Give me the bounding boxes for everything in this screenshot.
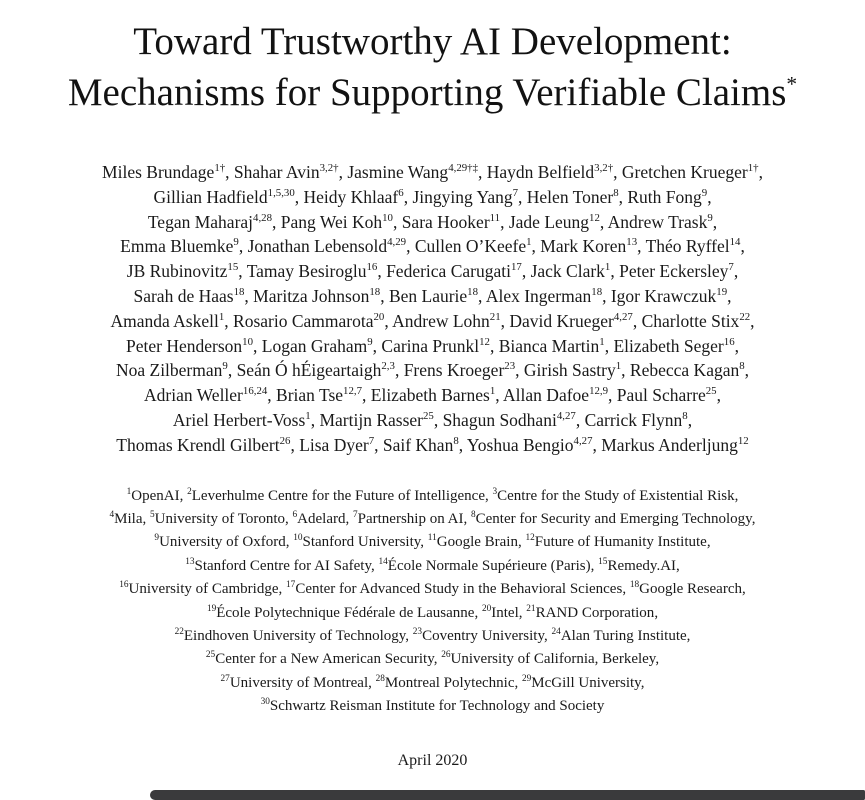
author-name: Ruth Fong bbox=[627, 186, 702, 207]
author-name-superscript: 12,9 bbox=[589, 385, 609, 398]
author-name-superscript: 13 bbox=[626, 236, 638, 249]
affiliation-name: Future of Humanity Institute bbox=[534, 534, 707, 551]
author-name: Adrian Weller bbox=[144, 385, 243, 406]
author-name: Andrew Lohn bbox=[392, 310, 490, 331]
author-line: JB Rubinovitz$^{15}$, Tamay Besiroglu$^{16}$, Federica Carugati$^{17}$, Jack Clark$^1$, Peter Eckersley$^7$, bbox=[126, 261, 739, 282]
affiliation-name-superscript: 30 bbox=[260, 697, 270, 708]
affiliation-name: Centre for the Study of Existential Risk bbox=[497, 487, 735, 504]
author-name-superscript: 1 bbox=[305, 410, 311, 423]
author-line: Tegan Maharaj$^{4,28}$, Pang Wei Koh$^{10}$, Sara Hooker$^{11}$, Jade Leung$^{12}$, Andrew Trask$^9$, bbox=[147, 211, 718, 232]
affiliation-name-superscript: 8 bbox=[470, 509, 476, 520]
affiliation-name: Center for a New American Security bbox=[215, 651, 434, 668]
affiliation-name: École Polytechnique Fédérale de Lausanne bbox=[216, 604, 475, 621]
author-name: Mark Koren bbox=[540, 236, 627, 257]
author-name-superscript: 20 bbox=[373, 310, 385, 323]
author-name: Gretchen Krueger bbox=[621, 162, 748, 182]
affiliation-name: University of Montreal bbox=[229, 674, 369, 691]
affiliation-name-superscript: 7 bbox=[352, 509, 358, 520]
author-name: Ariel Herbert-Voss bbox=[172, 409, 306, 430]
author-name: Lisa Dyer bbox=[299, 434, 369, 455]
affiliation-name-superscript: 16 bbox=[119, 580, 129, 591]
affiliation-line: $^{13}$Stanford Centre for AI Safety, $^{14}$École Normale Supérieure (Paris), $^{15}$Remedy.AI, bbox=[185, 556, 680, 574]
affiliation-line: $^{25}$Center for a New American Security, $^{26}$University of California, Berkeley, bbox=[205, 650, 660, 668]
affiliation-line bbox=[0, 695, 865, 718]
affiliation-name-superscript: 28 bbox=[375, 673, 385, 684]
author-name-superscript: 8 bbox=[682, 410, 688, 423]
author-name-superscript: 7 bbox=[728, 261, 734, 274]
affiliation-name: Mila bbox=[114, 510, 143, 527]
author-name: Igor Krawczuk bbox=[610, 285, 717, 306]
author-name-superscript: 4,27 bbox=[556, 410, 576, 423]
author-name-superscript: 18 bbox=[233, 286, 245, 299]
author-name-superscript: 1 bbox=[218, 310, 225, 323]
author-name-superscript: 8 bbox=[739, 360, 745, 373]
author-name: Martijn Rasser bbox=[319, 409, 423, 430]
author-name: Girish Sastry bbox=[523, 360, 616, 381]
author-name: Allan Dafoe bbox=[503, 385, 590, 406]
author-name: Elizabeth Seger bbox=[613, 335, 724, 356]
author-name: Andrew Trask bbox=[607, 211, 708, 232]
author-name: Tamay Besiroglu bbox=[246, 261, 367, 282]
author-name-superscript: 19 bbox=[716, 286, 728, 299]
author-name: Emma Bluemke bbox=[120, 236, 234, 257]
author-name-superscript: 14 bbox=[729, 236, 741, 249]
author-name: Maritza Johnson bbox=[253, 285, 370, 306]
author-name-superscript: 12,7 bbox=[343, 385, 363, 398]
author-name-superscript: 2,3 bbox=[381, 360, 395, 373]
author-name: Noa Zilberman bbox=[115, 360, 223, 381]
affiliation-name: Leverhulme Centre for the Future of Intelligence bbox=[191, 487, 485, 504]
affiliation-line: $^{22}$Eindhoven University of Technology, $^{23}$Coventry University, $^{24}$Alan Turing Institute, bbox=[174, 627, 691, 644]
author-line: Miles Brundage$^{1\dagger}$, Shahar Avin$^{3,2\dagger}$, Jasmine Wang$^{4,29\dagger\ddagger}$, Haydn Belfield$^{3,2\dagger}$, Gretchen Krueger$^{1\dagger}$, bbox=[102, 162, 763, 182]
affiliation-name: Eindhoven University of Technology bbox=[183, 628, 406, 644]
author-name-superscript: 10 bbox=[242, 335, 254, 348]
author-name: Shagun Sodhani bbox=[442, 409, 557, 430]
author-name: Thomas Krendl Gilbert bbox=[116, 434, 280, 455]
affiliation-name-superscript: 1 bbox=[126, 486, 132, 497]
title-footnote-asterisk: * bbox=[786, 72, 798, 96]
affiliation-name-superscript: 9 bbox=[154, 533, 160, 544]
author-name: David Krueger bbox=[509, 310, 614, 331]
affiliation-name: McGill University bbox=[531, 674, 641, 691]
affiliation-name: École Normale Supérieure (Paris) bbox=[387, 557, 591, 574]
author-name-superscript: 26 bbox=[279, 434, 291, 447]
author-name: Paul Scharre bbox=[616, 385, 706, 406]
author-name: Cullen O’Keefe bbox=[414, 236, 527, 257]
affiliation-name-superscript: 19 bbox=[206, 603, 217, 614]
author-name-superscript: 3,2† bbox=[319, 162, 339, 175]
author-name-superscript: 1† bbox=[747, 162, 759, 175]
author-name: Gillian Hadfield bbox=[153, 186, 268, 207]
author-name-superscript: 15 bbox=[227, 261, 239, 274]
affiliation-name-superscript: 14 bbox=[378, 556, 388, 567]
affiliation-name-superscript: 5 bbox=[150, 509, 155, 520]
author-name-superscript: 18 bbox=[467, 286, 479, 299]
author-line: Gillian Hadfield$^{1,5,30}$, Heidy Khlaaf$^6$, Jingying Yang$^7$, Helen Toner$^8$, Ruth Fong$^9$, bbox=[153, 186, 712, 207]
author-name: Helen Toner bbox=[526, 186, 614, 207]
affiliation-name: Remedy.AI bbox=[607, 557, 677, 574]
author-line: Ariel Herbert-Voss$^1$, Martijn Rasser$^{25}$, Shagun Sodhani$^{4,27}$, Carrick Flynn$^8$, bbox=[172, 409, 693, 430]
author-name-superscript: 10 bbox=[382, 211, 393, 224]
author-name: Jonathan Lebensold bbox=[247, 236, 388, 257]
author-name: Carrick Flynn bbox=[584, 409, 683, 430]
author-name-superscript: 3,2† bbox=[594, 162, 614, 175]
author-name-superscript: 1† bbox=[214, 162, 226, 175]
affiliation-name: Stanford University bbox=[302, 534, 421, 551]
author-name-superscript: 6 bbox=[398, 186, 404, 199]
publication-date: April 2020 bbox=[397, 751, 468, 769]
author-name-superscript: 1 bbox=[604, 261, 611, 274]
author-name: Ben Laurie bbox=[388, 285, 468, 306]
affiliation-name-superscript: 12 bbox=[525, 533, 535, 544]
author-name: Elizabeth Barnes bbox=[370, 385, 490, 406]
affiliation-name-superscript: 18 bbox=[629, 580, 640, 591]
author-name: Frens Kroeger bbox=[403, 360, 505, 381]
affiliation-name: Coventry University bbox=[422, 628, 545, 644]
affiliation-name-superscript: 26 bbox=[441, 650, 451, 661]
affiliation-name-superscript: 3 bbox=[492, 486, 498, 497]
affiliation-name-superscript: 21 bbox=[526, 603, 536, 614]
affiliation-name: University of California, Berkeley bbox=[450, 651, 656, 668]
author-name: Jade Leung bbox=[508, 211, 590, 232]
author-name: Heidy Khlaaf bbox=[303, 186, 399, 207]
author-name: Miles Brundage bbox=[102, 162, 215, 182]
paper-title bbox=[0, 0, 865, 118]
affiliation-line: $^9$University of Oxford, $^{10}$Stanford University, $^{11}$Google Brain, $^{12}$Future of Humanity Institute, bbox=[154, 533, 711, 551]
affiliation-block bbox=[0, 485, 865, 719]
author-name: Charlotte Stix bbox=[641, 310, 740, 331]
author-line: Peter Henderson$^{10}$, Logan Graham$^9$, Carina Prunkl$^{12}$, Bianca Martin$^1$, Elizabeth Seger$^{16}$, bbox=[126, 335, 739, 356]
paper-title-line2 bbox=[0, 67, 865, 118]
author-name-superscript: 21 bbox=[489, 310, 501, 323]
author-name: Sara Hooker bbox=[401, 211, 490, 232]
author-name-superscript: 9 bbox=[233, 236, 239, 249]
affiliation-name-superscript: 29 bbox=[521, 673, 532, 684]
paper-title-line2-text: Mechanisms for Supporting Verifiable Claims bbox=[67, 71, 787, 114]
author-name: Amanda Askell bbox=[110, 310, 219, 331]
affiliation-name: University of Toronto bbox=[154, 510, 285, 527]
author-line: Amanda Askell$^1$, Rosario Cammarota$^{20}$, Andrew Lohn$^{21}$, David Krueger$^{4,27}$, Charlotte Stix$^{22}$, bbox=[110, 310, 755, 331]
affiliation-name-superscript: 11 bbox=[427, 533, 437, 544]
author-name: Federica Carugati bbox=[386, 261, 511, 282]
affiliation-name-superscript: 2 bbox=[187, 486, 192, 497]
author-name: Haydn Belfield bbox=[486, 162, 595, 182]
affiliation-name-superscript: 22 bbox=[174, 627, 184, 637]
author-name-superscript: 4,29 bbox=[387, 236, 407, 249]
affiliation-name: Center for Advanced Study in the Behavioral Sciences bbox=[295, 581, 623, 598]
affiliation-name-superscript: 20 bbox=[481, 603, 492, 614]
affiliation-name: Stanford Centre for AI Safety bbox=[194, 557, 371, 574]
author-name: Shahar Avin bbox=[233, 162, 320, 182]
author-name-superscript: 12 bbox=[479, 335, 490, 348]
affiliation-name-superscript: 24 bbox=[551, 627, 561, 637]
affiliation-name-superscript: 15 bbox=[598, 556, 608, 567]
author-name-superscript: 11 bbox=[489, 211, 501, 224]
author-block bbox=[0, 160, 865, 458]
affiliation-name: Alan Turing Institute bbox=[560, 628, 687, 644]
author-name-superscript: 1 bbox=[615, 360, 622, 373]
affiliation-name-superscript: 27 bbox=[220, 673, 230, 684]
affiliation-name: Schwartz Reisman Institute for Technology and Society bbox=[269, 698, 605, 715]
affiliation-name: Partnership on AI bbox=[357, 510, 464, 527]
author-name-superscript: 25 bbox=[705, 385, 717, 398]
author-name-superscript: 1 bbox=[489, 385, 496, 398]
author-line: Sarah de Haas$^{18}$, Maritza Johnson$^{18}$, Ben Laurie$^{18}$, Alex Ingerman$^{18}$, Igor Krawczuk$^{19}$, bbox=[133, 285, 732, 306]
author-name-superscript: 1,5,30 bbox=[267, 186, 295, 199]
author-name: Saif Khan bbox=[382, 434, 454, 455]
affiliation-name-superscript: 25 bbox=[205, 650, 216, 661]
author-name-superscript: 7 bbox=[512, 186, 519, 199]
author-name: Jingying Yang bbox=[412, 186, 513, 207]
author-name-superscript: 9 bbox=[222, 360, 228, 373]
author-name-superscript: 9 bbox=[367, 335, 373, 348]
author-name: Brian Tse bbox=[276, 385, 344, 406]
affiliation-name-superscript: 10 bbox=[293, 533, 303, 544]
author-name: Rebecca Kagan bbox=[629, 360, 740, 381]
author-line: Emma Bluemke$^9$, Jonathan Lebensold$^{4,29}$, Cullen O’Keefe$^1$, Mark Koren$^{13}$, Théo Ryffel$^{14}$, bbox=[120, 236, 745, 257]
affiliation-name-superscript: 6 bbox=[292, 509, 298, 520]
author-name: Jack Clark bbox=[530, 261, 605, 282]
author-name-superscript: 1 bbox=[599, 335, 605, 348]
affiliation-line: $^{27}$University of Montreal, $^{28}$Montreal Polytechnic, $^{29}$McGill University, bbox=[220, 673, 645, 691]
author-name-superscript: 1 bbox=[526, 236, 532, 249]
author-name-superscript: 16 bbox=[723, 335, 735, 348]
author-name-superscript: 12 bbox=[737, 434, 749, 447]
author-name-superscript: 4,27 bbox=[573, 434, 593, 447]
author-name: Sarah de Haas bbox=[133, 285, 234, 306]
author-name-superscript: 16 bbox=[366, 261, 378, 274]
author-name: Peter Eckersley bbox=[619, 261, 729, 282]
author-name-superscript: 17 bbox=[510, 261, 522, 274]
author-name-superscript: 9 bbox=[707, 211, 713, 224]
affiliation-name-superscript: 17 bbox=[286, 580, 296, 591]
affiliation-name: University of Cambridge bbox=[128, 581, 279, 598]
affiliation-name: University of Oxford bbox=[159, 534, 286, 551]
affiliation-name: Intel bbox=[491, 604, 519, 621]
author-name: Markus Anderljung bbox=[601, 434, 738, 455]
author-name-superscript: 4,29†‡ bbox=[448, 162, 479, 175]
affiliation-name-superscript: 23 bbox=[412, 627, 423, 637]
affiliation-name-superscript: 4 bbox=[109, 509, 115, 520]
author-name: Rosario Cammarota bbox=[233, 310, 374, 331]
author-name: Tegan Maharaj bbox=[147, 211, 254, 232]
affiliation-line: $^{16}$University of Cambridge, $^{17}$Center for Advanced Study in the Behavioral Sciences, $^{18}$Google Research, bbox=[119, 580, 746, 598]
affiliation-name: Center for Security and Emerging Technology bbox=[475, 510, 752, 527]
author-name-superscript: 9 bbox=[701, 186, 708, 199]
affiliation-line: $^4$Mila, $^5$University of Toronto, $^6$Adelard, $^7$Partnership on AI, $^8$Center for Security and Emerging Technology, bbox=[109, 509, 756, 527]
affiliation-name: OpenAI bbox=[131, 487, 180, 504]
author-name: Peter Henderson bbox=[126, 335, 243, 356]
author-line: Adrian Weller$^{16,24}$, Brian Tse$^{12,7}$, Elizabeth Barnes$^1$, Allan Dafoe$^{12,9}$, Paul Scharre$^{25}$, bbox=[144, 385, 721, 406]
author-name-superscript: 25 bbox=[422, 410, 434, 423]
author-name-superscript: 7 bbox=[368, 434, 375, 447]
author-name: Carina Prunkl bbox=[381, 335, 480, 356]
author-name-superscript: 12 bbox=[589, 211, 600, 224]
author-name: Bianca Martin bbox=[498, 335, 600, 356]
author-name: Alex Ingerman bbox=[485, 285, 592, 306]
author-line: Noa Zilberman$^9$, Seán Ó hÉigeartaigh$^{2,3}$, Frens Kroeger$^{23}$, Girish Sastry$^1$, Rebecca Kagan$^8$, bbox=[115, 360, 750, 381]
author-name: Seán Ó hÉigeartaigh bbox=[236, 360, 382, 381]
author-name-superscript: 18 bbox=[591, 286, 603, 299]
author-name-superscript: 8 bbox=[613, 186, 619, 199]
affiliation-name: Google Brain bbox=[436, 534, 518, 551]
affiliation-name: Google Research bbox=[639, 581, 742, 598]
affiliation-name: RAND Corporation bbox=[535, 604, 655, 621]
affiliation-line: $^1$OpenAI, $^2$Leverhulme Centre for the Future of Intelligence, $^3$Centre for the Study of Existential Risk, bbox=[126, 486, 739, 504]
affiliation-name: Montreal Polytechnic bbox=[384, 674, 515, 691]
affiliation-name: Adelard bbox=[297, 510, 346, 527]
author-name-superscript: 4,27 bbox=[613, 310, 633, 323]
author-name: Théo Ryffel bbox=[645, 236, 730, 257]
author-name: Logan Graham bbox=[261, 335, 368, 356]
author-name-superscript: 22 bbox=[739, 310, 751, 323]
author-name-superscript: 18 bbox=[369, 286, 381, 299]
author-name-superscript: 16,24 bbox=[242, 385, 268, 398]
bottom-bar[interactable] bbox=[150, 790, 865, 800]
author-name-superscript: 23 bbox=[504, 360, 516, 373]
paper-title-line1: Toward Trustworthy AI Development: bbox=[133, 20, 732, 63]
author-name: Pang Wei Koh bbox=[280, 211, 383, 232]
author-name: Jasmine Wang bbox=[347, 162, 449, 182]
author-line: Thomas Krendl Gilbert$^{26}$, Lisa Dyer$^7$, Saif Khan$^8$, Yoshua Bengio$^{4,27}$, Markus Anderljung$^{12}$ bbox=[116, 434, 749, 455]
author-name: JB Rubinovitz bbox=[126, 261, 228, 282]
affiliation-name-superscript: 13 bbox=[185, 556, 195, 567]
author-name-superscript: 4,28 bbox=[253, 211, 273, 224]
affiliation-line: $^{19}$École Polytechnique Fédérale de Lausanne, $^{20}$Intel, $^{21}$RAND Corporation, bbox=[206, 603, 659, 621]
author-name-superscript: 8 bbox=[453, 434, 459, 447]
author-name: Yoshua Bengio bbox=[466, 434, 574, 455]
